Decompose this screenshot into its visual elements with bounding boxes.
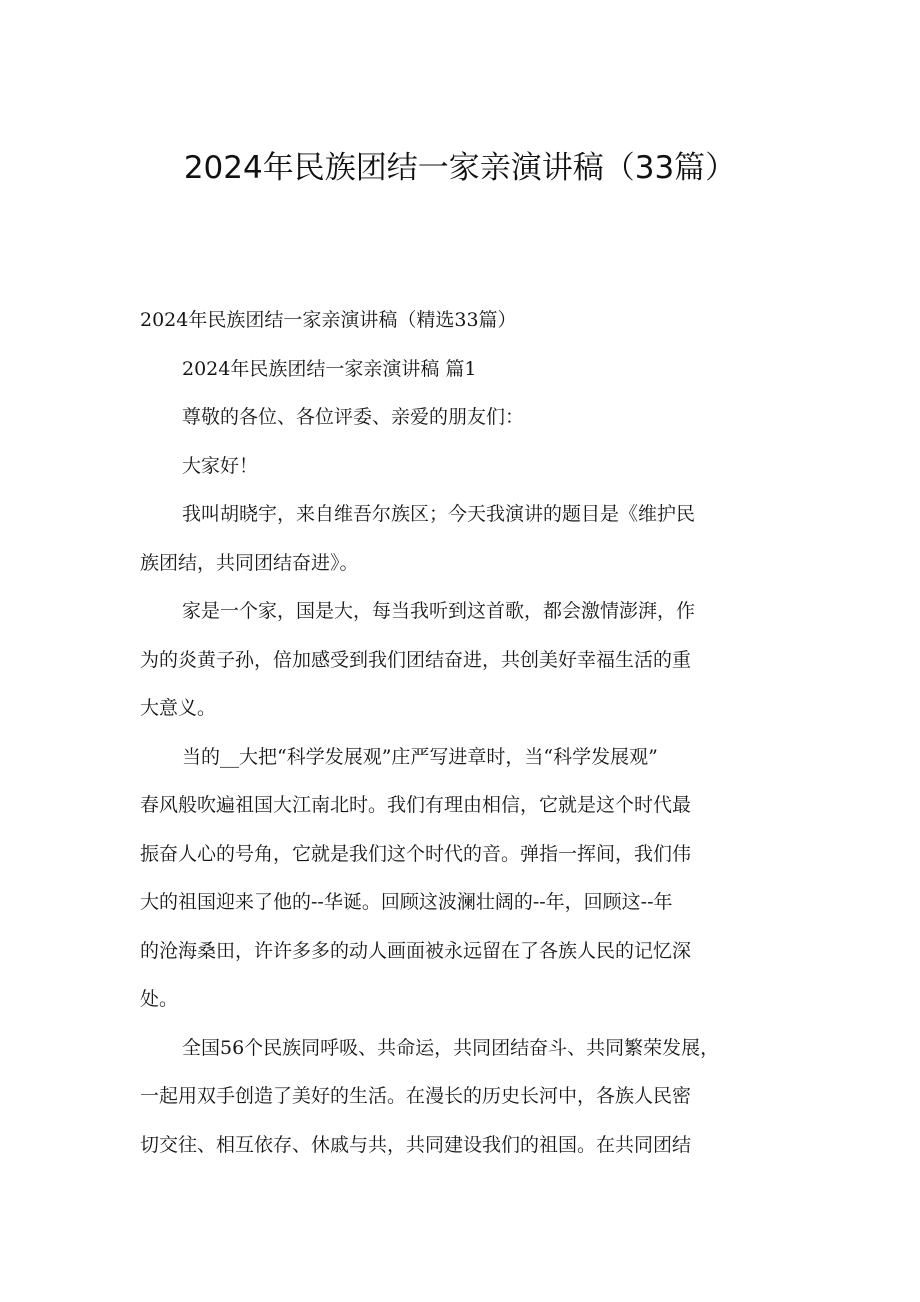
subtitle-line: 2024年民族团结一家亲演讲稿（精选33篇） bbox=[140, 309, 517, 331]
paragraph-line: 一起用双手创造了美好的生活。在漫长的历史长河中，各族人民密 bbox=[140, 1085, 692, 1107]
paragraph-line: 族团结，共同团结奋进》。 bbox=[140, 551, 359, 574]
paragraph-line: 大意义。 bbox=[140, 697, 217, 719]
paragraph-line: 切交往、相互依存、休戚与共，共同建设我们的祖国。在共同团结 bbox=[140, 1133, 692, 1156]
paragraph-line: 的沧海桑田，许许多多的动人画面被永远留在了各族人民的记忆深 bbox=[140, 939, 692, 962]
paragraph-line: 家是一个家，国是大，每当我听到这首歌，都会激情澎湃，作 bbox=[182, 600, 696, 622]
salutation-line: 尊敬的各位、各位评委、亲爱的朋友们： bbox=[182, 406, 525, 428]
paragraph-line: 春风般吹遍祖国大江南北时。我们有理由相信，它就是这个时代最 bbox=[140, 794, 692, 816]
greeting-line: 大家好！ bbox=[182, 454, 259, 477]
document-title: 2024年民族团结一家亲演讲稿（33篇） bbox=[183, 150, 737, 186]
section-heading: 2024年民族团结一家亲演讲稿 篇1 bbox=[182, 357, 477, 380]
paragraph-line: 振奋人心的号角，它就是我们这个时代的音。弹指一挥间，我们伟 bbox=[140, 842, 692, 865]
document-body bbox=[140, 296, 800, 1169]
paragraph-line: 当的__大把“科学发展观”庄严写进章时，当“科学发展观” bbox=[182, 745, 658, 768]
paragraph-line: 处。 bbox=[140, 988, 179, 1010]
paragraph-line: 全国56个民族同呼吸、共命运，共同团结奋斗、共同繁荣发展， bbox=[182, 1036, 720, 1059]
paragraph-line: 我叫胡晓宇，来自维吾尔族区；今天我演讲的题目是《维护民 bbox=[182, 503, 696, 525]
paragraph-line: 大的祖国迎来了他的--华诞。回顾这波澜壮阔的--年，回顾这--年 bbox=[140, 891, 673, 913]
paragraph-line: 为的炎黄子孙，倍加感受到我们团结奋进，共创美好幸福生活的重 bbox=[140, 648, 692, 671]
